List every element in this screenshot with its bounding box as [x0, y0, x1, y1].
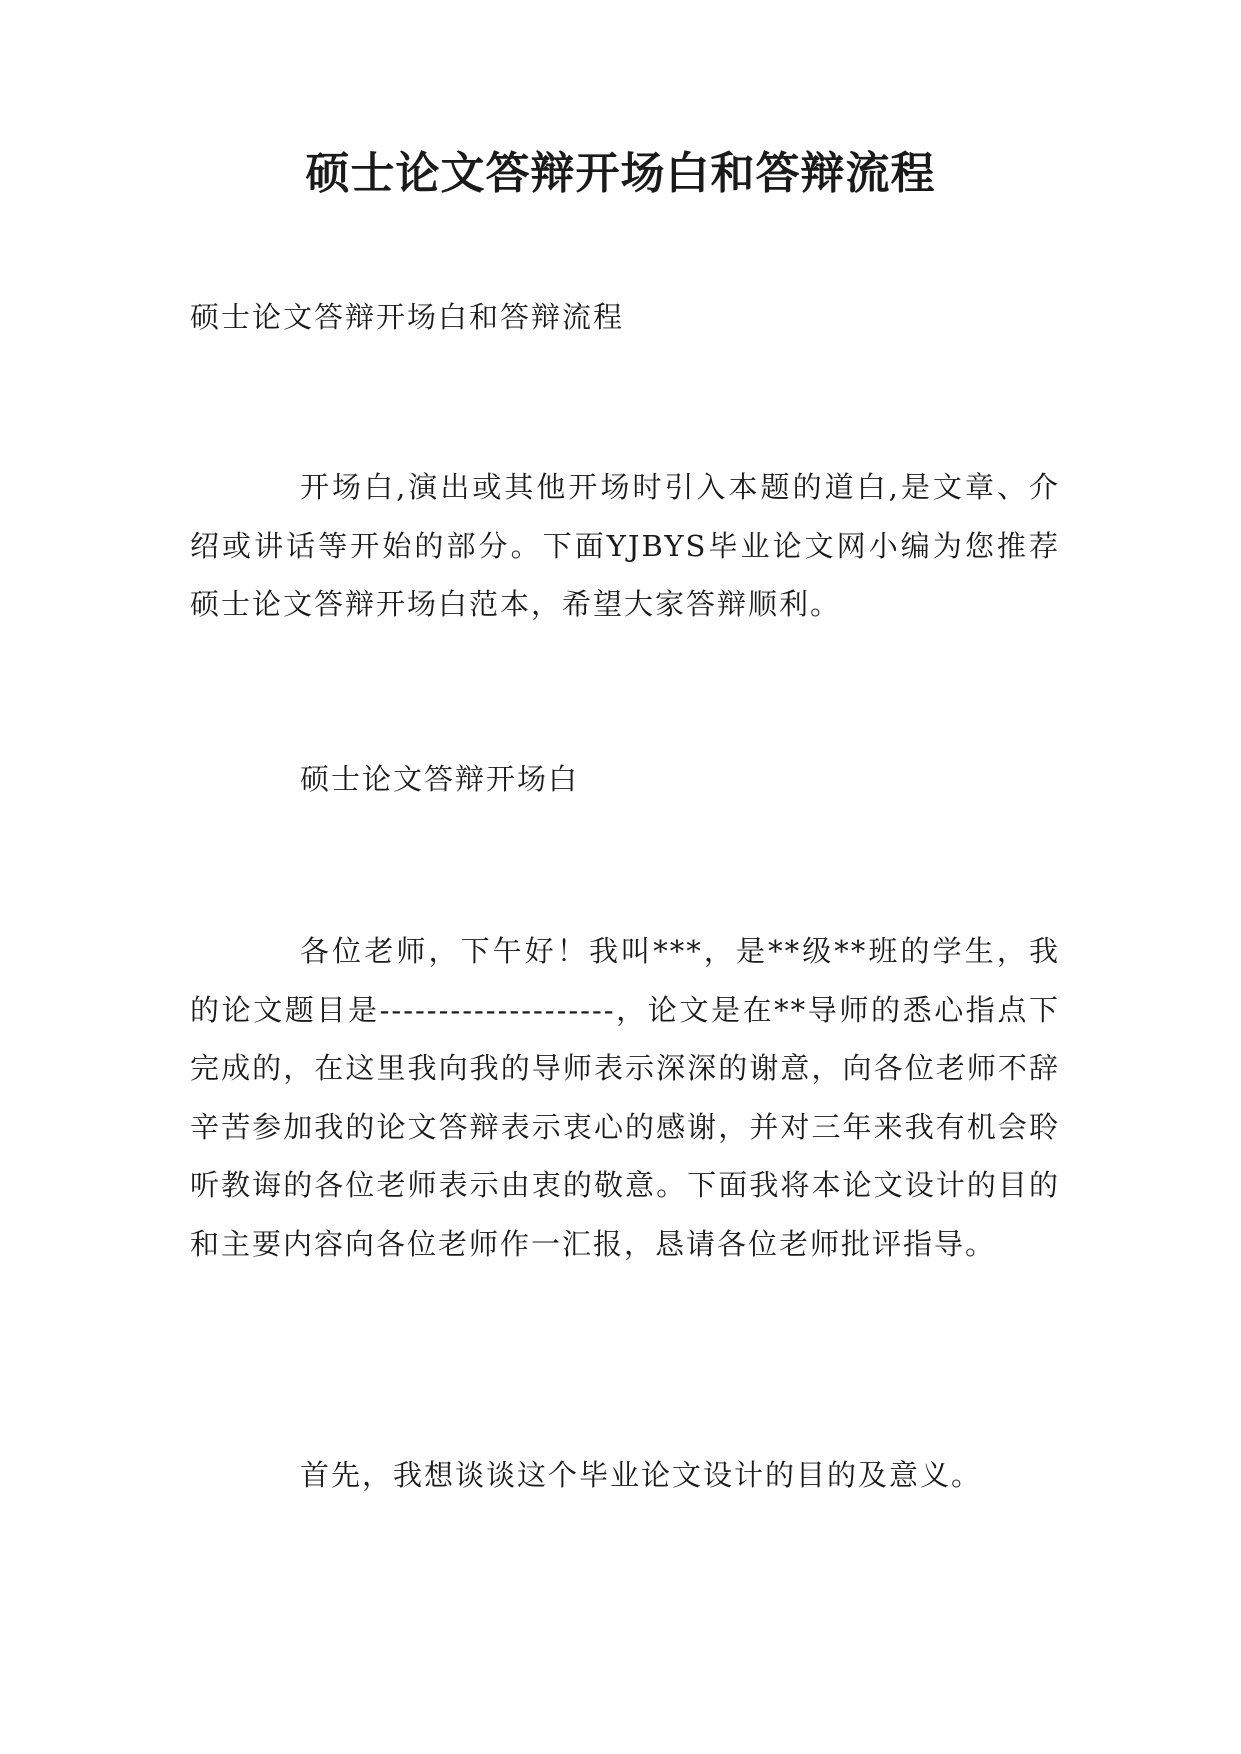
- first-point-paragraph: 首先，我想谈谈这个毕业论文设计的目的及意义。: [300, 1458, 983, 1492]
- speech-paragraph: 各位老师，下午好！我叫***，是**级**班的学生，我的论文题目是--------------------，论文是在**导师的悉心指点下完成的，在这里我向我的导师表示深深的谢意，向各位老师不辞辛苦参加我的论文答辩表示衷心的感谢，并对三年来我有机会聆听教诲的各位老师表示由衷的敬意。下面我将本论文设计的目的和主要内容向各位老师作一汇报，恳请各位老师批评指导。: [190, 934, 1060, 1261]
- document-subtitle: 硕士论文答辩开场白和答辩流程: [190, 300, 625, 334]
- document-title: 硕士论文答辩开场白和答辩流程: [305, 148, 936, 199]
- intro-paragraph: 开场白,演出或其他开场时引入本题的道白,是文章、介绍或讲话等开始的部分。下面YJBYS毕业论文网小编为您推荐硕士论文答辩开场白范本，希望大家答辩顺利。: [190, 470, 1060, 621]
- section-heading: 硕士论文答辩开场白: [300, 762, 580, 796]
